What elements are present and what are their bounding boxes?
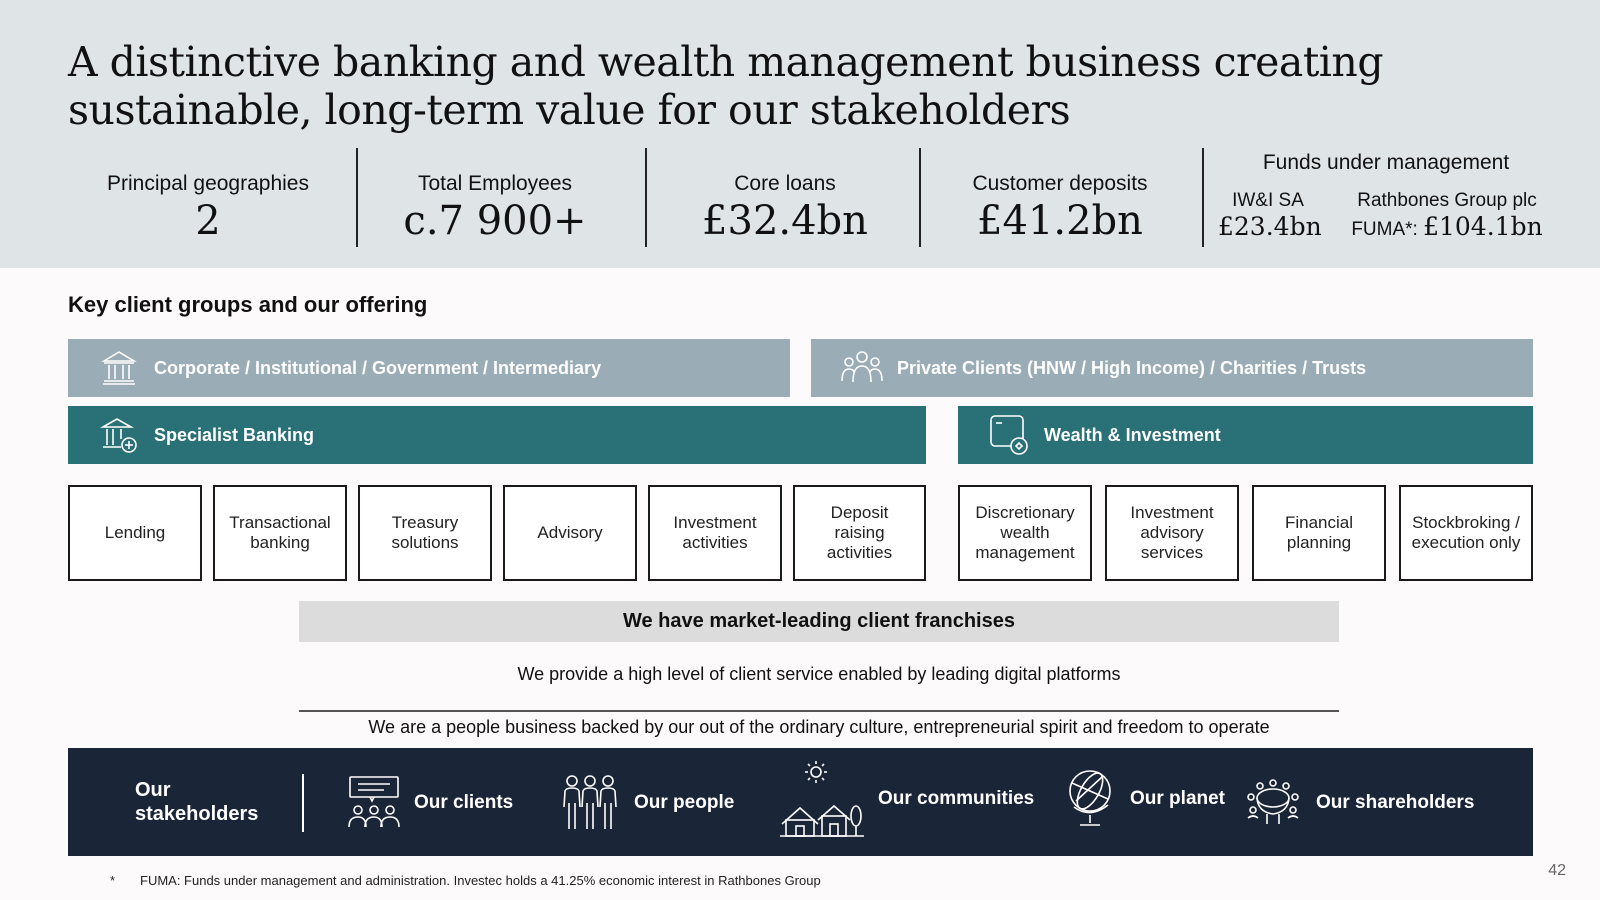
stakeholders-heading: Our stakeholders bbox=[135, 779, 259, 825]
stakeholders-divider bbox=[302, 774, 304, 832]
division-label: Specialist Banking bbox=[154, 424, 315, 445]
clients-icon bbox=[344, 773, 400, 833]
client-service-statement: We provide a high level of client service enabled by leading digital platforms bbox=[517, 664, 1121, 684]
stakeholder-planet bbox=[1066, 764, 1225, 834]
stat-divider bbox=[1202, 148, 1204, 247]
stat-value: £41.2bn bbox=[977, 198, 1143, 244]
page-number: 42 bbox=[1548, 862, 1566, 879]
stat-label: Principal geographies bbox=[107, 172, 309, 195]
offering-lending: Lending bbox=[68, 485, 202, 581]
stat-geographies bbox=[68, 148, 348, 248]
stakeholder-clients bbox=[344, 768, 513, 838]
stat-divider bbox=[356, 148, 358, 247]
funds-label: Funds under management bbox=[1262, 151, 1510, 174]
offering-investment-advisory: Investment advisory services bbox=[1105, 485, 1239, 581]
funds-rathbones-line bbox=[1334, 212, 1560, 245]
funds-iwi-value: £23.4bn bbox=[1218, 212, 1322, 241]
offering-discretionary-wealth: Discretionary wealth management bbox=[958, 485, 1092, 581]
funds-rathbones-label: Rathbones Group plc bbox=[1357, 190, 1537, 211]
division-label: Wealth & Investment bbox=[1044, 424, 1221, 445]
funds-under-management bbox=[1206, 150, 1566, 250]
offering-investment-activities: Investment activities bbox=[648, 485, 782, 581]
offering-treasury-solutions: Treasury solutions bbox=[358, 485, 492, 581]
franchise-banner: We have market-leading client franchises bbox=[299, 601, 1339, 642]
culture-statement: We are a people business backed by our out of the ordinary culture, entrepreneurial spirit and freedom to operate bbox=[368, 717, 1270, 737]
stakeholders-panel bbox=[68, 748, 1533, 856]
page-title: A distinctive banking and wealth management business creating sustainable, long-term value for our stakeholders bbox=[68, 38, 1384, 134]
planet-icon bbox=[1066, 767, 1116, 831]
stat-core-loans bbox=[650, 148, 920, 248]
offering-financial-planning: Financial planning bbox=[1252, 485, 1386, 581]
offering-transactional-banking: Transactional banking bbox=[213, 485, 347, 581]
stat-value: £32.4bn bbox=[702, 198, 868, 244]
funds-rathbones-prefix: FUMA*: bbox=[1351, 219, 1418, 240]
footnote-text: FUMA: Funds under management and administration. Investec holds a 41.25% economic interest in Rathbones Group bbox=[140, 873, 821, 888]
stat-divider bbox=[645, 148, 647, 247]
stakeholder-communities bbox=[780, 756, 1034, 842]
stat-employees bbox=[360, 148, 630, 248]
stakeholder-label: Our communities bbox=[878, 788, 1035, 809]
stat-divider bbox=[919, 148, 921, 247]
group-people-icon bbox=[839, 348, 885, 388]
funds-iwi-label: IW&I SA bbox=[1232, 190, 1304, 211]
stat-label: Total Employees bbox=[417, 172, 573, 195]
footnote bbox=[110, 873, 821, 888]
client-group-label: Corporate / Institutional / Government / Intermediary bbox=[154, 357, 602, 378]
bank-plus-icon bbox=[96, 415, 142, 455]
funds-rathbones-value: £104.1bn bbox=[1423, 212, 1543, 241]
wallet-coin-icon bbox=[986, 415, 1032, 455]
division-specialist-banking bbox=[68, 406, 926, 464]
stakeholder-label: Our planet bbox=[1130, 788, 1226, 809]
section-title: Key client groups and our offering bbox=[68, 292, 428, 317]
stat-value: c.7 900+ bbox=[403, 198, 587, 244]
stakeholder-label: Our clients bbox=[414, 792, 514, 813]
footnote-marker: * bbox=[110, 873, 116, 888]
header-panel bbox=[0, 0, 1600, 268]
client-group-private bbox=[811, 339, 1533, 397]
stat-label: Customer deposits bbox=[972, 172, 1148, 195]
divider-line bbox=[299, 710, 1339, 712]
stakeholder-people bbox=[560, 768, 734, 838]
client-group-corporate bbox=[68, 339, 790, 397]
communities-icon bbox=[780, 758, 864, 840]
stat-label: Core loans bbox=[734, 172, 836, 195]
offering-deposit-raising: Deposit raising activities bbox=[793, 485, 926, 581]
shareholders-icon bbox=[1244, 776, 1302, 830]
division-wealth-investment bbox=[958, 406, 1533, 464]
stakeholder-label: Our people bbox=[634, 792, 735, 813]
people-icon bbox=[560, 773, 620, 833]
offering-advisory: Advisory bbox=[503, 485, 637, 581]
client-group-label: Private Clients (HNW / High Income) / Charities / Trusts bbox=[897, 357, 1367, 378]
funds-iwi bbox=[1218, 190, 1322, 242]
stakeholder-shareholders bbox=[1244, 768, 1474, 838]
stat-value: 2 bbox=[195, 198, 221, 244]
bank-building-icon bbox=[96, 348, 142, 388]
offering-stockbroking: Stockbroking / execution only bbox=[1399, 485, 1533, 581]
stat-customer-deposits bbox=[925, 148, 1195, 248]
funds-rathbones bbox=[1334, 190, 1560, 245]
stakeholder-label: Our shareholders bbox=[1316, 792, 1475, 813]
